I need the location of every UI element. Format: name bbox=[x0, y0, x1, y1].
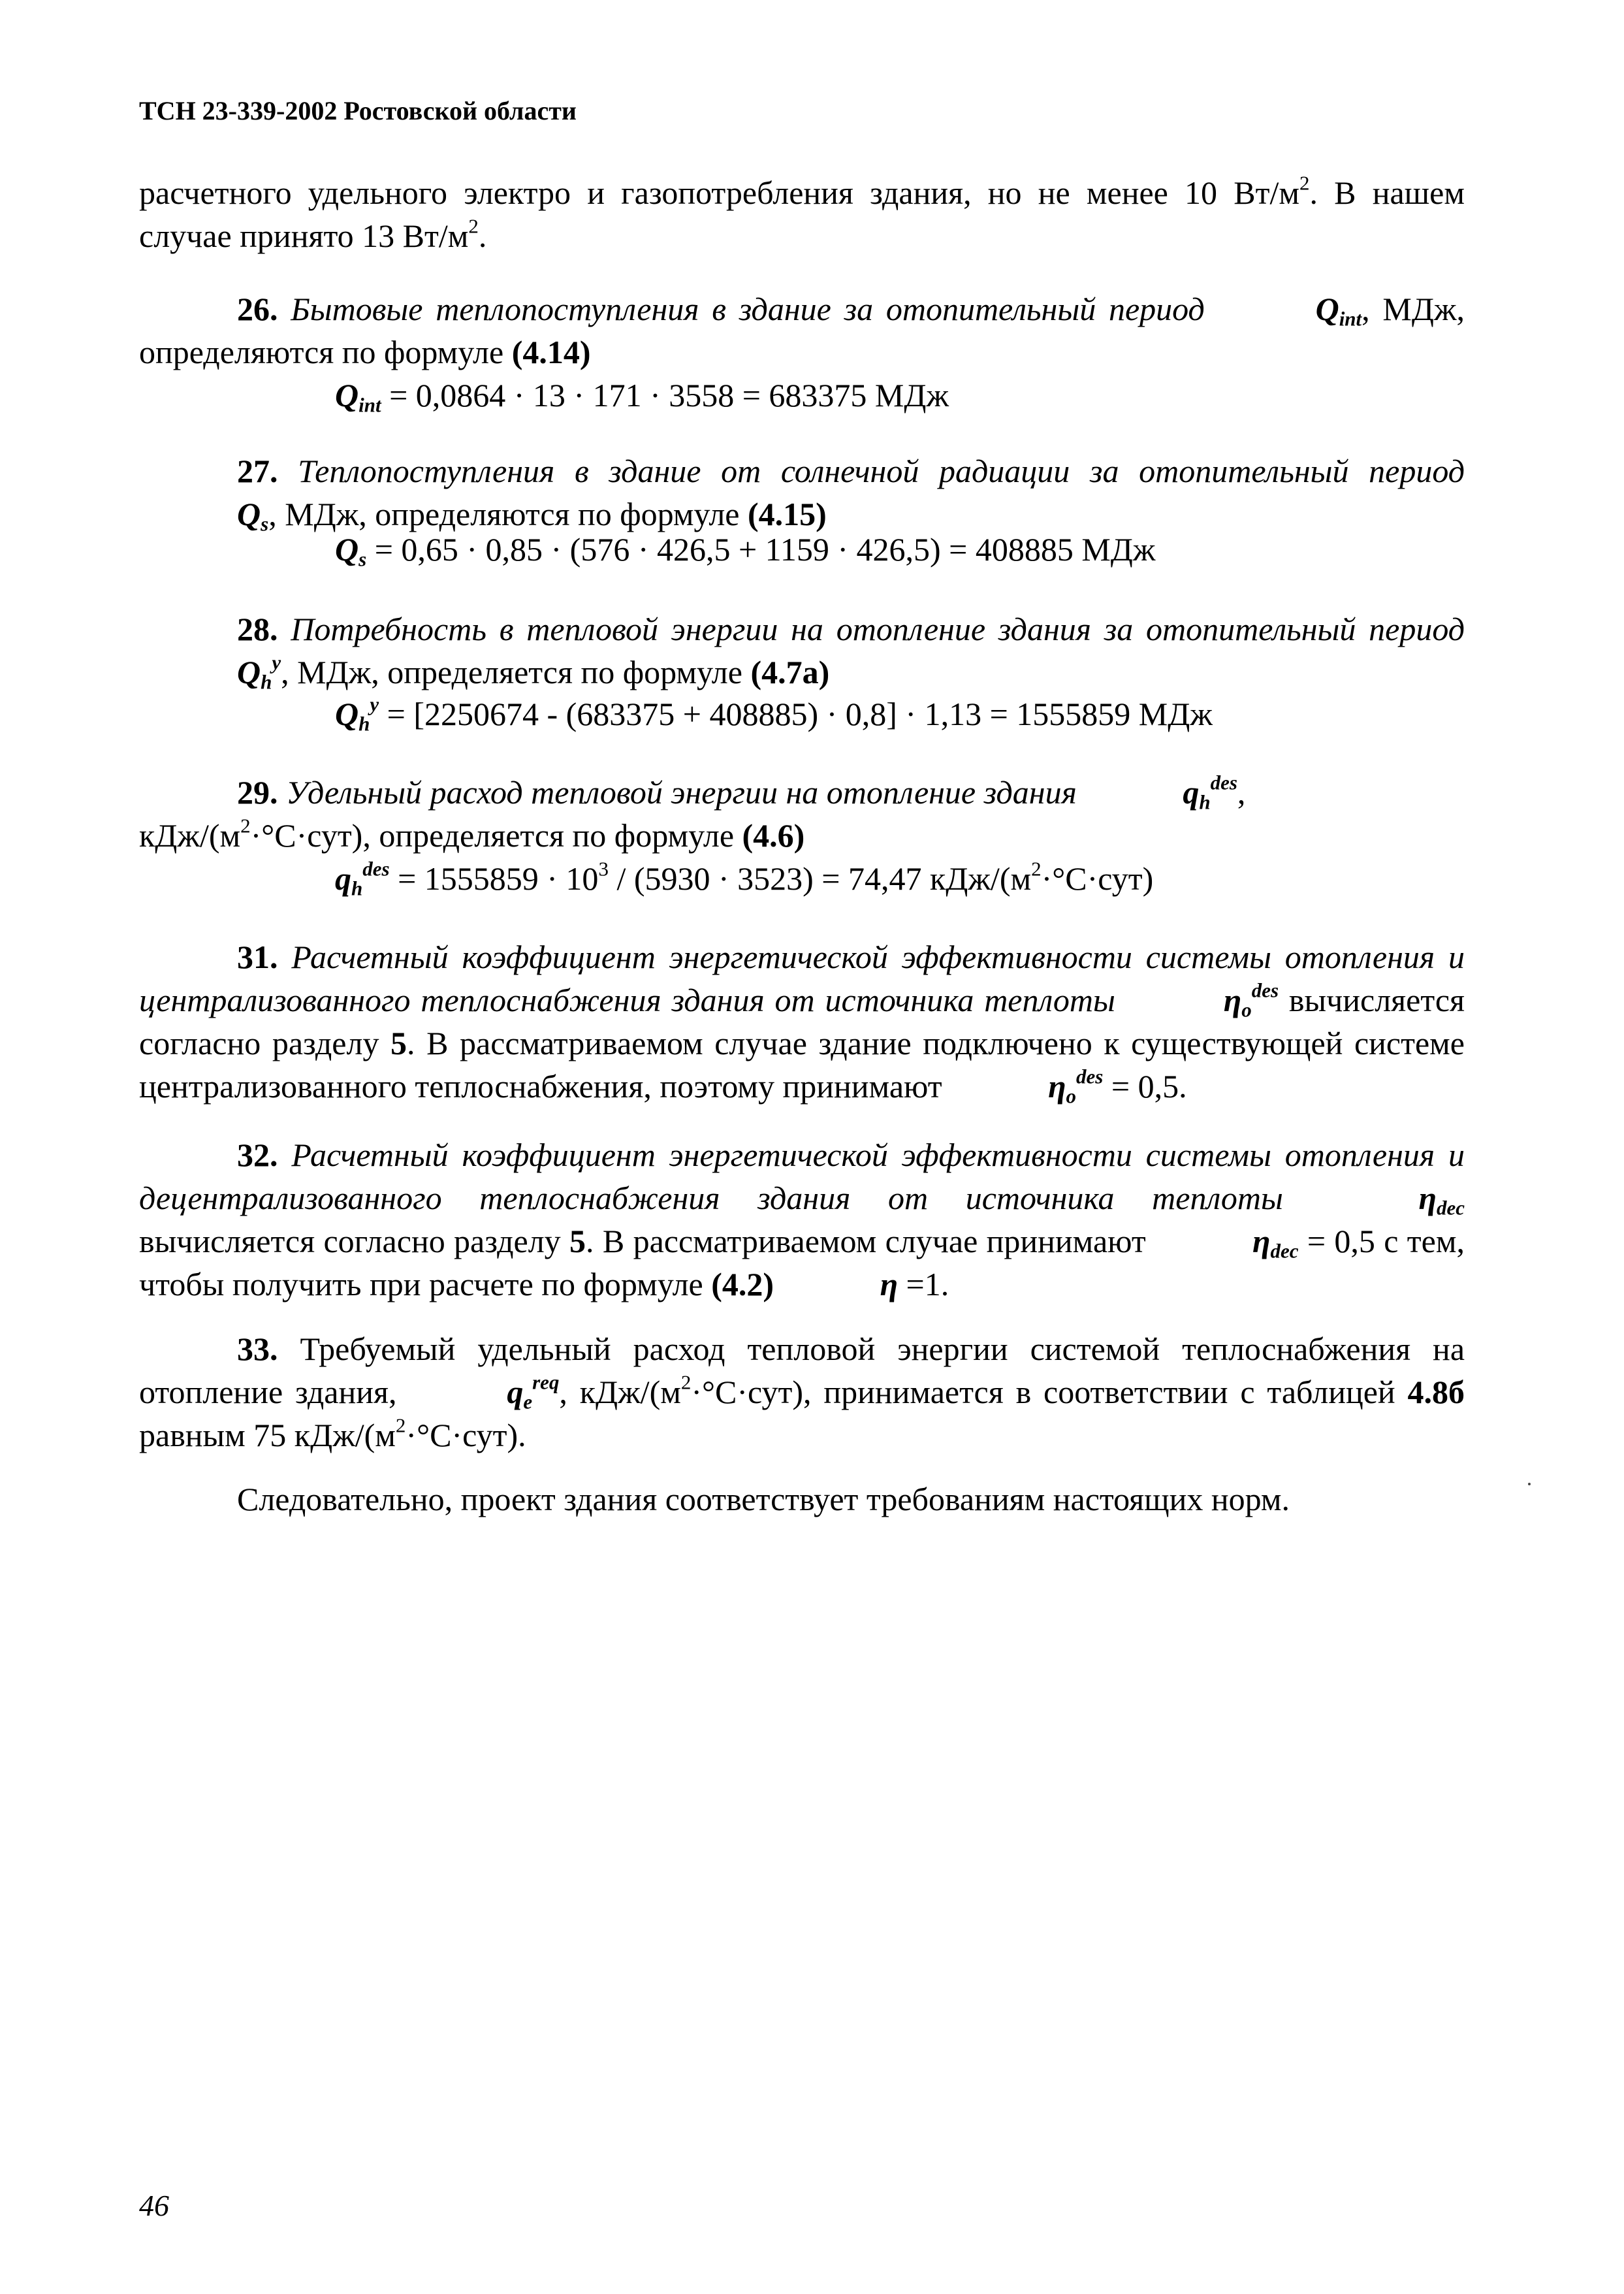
section-text: вычисляется согласно разделу bbox=[139, 982, 1465, 1061]
symbol-q-int: $Q_{int}$ bbox=[1315, 291, 1362, 331]
section-number: 27. bbox=[237, 453, 278, 489]
section-number: 33. bbox=[237, 1331, 278, 1367]
symbol-q-e-req: $q_e^{req}$ bbox=[507, 1370, 560, 1414]
section-number: 29. bbox=[237, 774, 278, 811]
intro-sup-2: 2 bbox=[468, 214, 479, 238]
section-text: МДж, определяются по формуле bbox=[285, 496, 740, 532]
section-title: Потребность в тепловой энергии на отопление здания за отопительный период bbox=[291, 611, 1465, 647]
page-number: 46 bbox=[139, 2189, 169, 2222]
section-title: Теплопоступления в здание от солнечной радиации за отопительный период bbox=[298, 453, 1465, 489]
intro-paragraph bbox=[139, 171, 1465, 257]
table-reference: 4.8б bbox=[1407, 1374, 1465, 1410]
formula-reference: (4.15) bbox=[748, 496, 827, 532]
formula-text: = [2250674 - (683375 + 408885) · 0,8] · 1,13 = 1555859 МДж bbox=[379, 696, 1213, 732]
section-33: 33. Требуемый удельный расход тепловой энергии системой теплоснабжения на отопление здания, $q_e^{req}$, кДж/$(м^2\cdot^\circ С\cdot сут)$, принимается в соответствии с таблицей 4.8б равным 75 кДж/$(м^2\cdot^\circ С\cdot сут)$. bbox=[139, 1331, 1465, 1453]
scan-speck bbox=[1528, 1483, 1531, 1485]
section-unit: , bbox=[268, 496, 277, 532]
symbol-q-s: $Q_s$ bbox=[237, 496, 269, 536]
section-title: Расчетный коэффициент энергетической эффективности системы отопления и децентрализованного теплоснабжения здания от источника теплоты bbox=[139, 1137, 1465, 1216]
formula-29: $q_h^{des} = 1555859 \cdot 10^3 / (5930 \cdot 3523) = 74,47$ кДж/$(м^2\cdot^\circ С\cdot сут)$ bbox=[335, 857, 1154, 900]
formula-reference: (4.7а) bbox=[750, 654, 830, 690]
symbol-eta-dec: $\eta_{dec}$ bbox=[1418, 1180, 1465, 1220]
intro-sup: 2 bbox=[1299, 171, 1310, 195]
formula-28: $Q_h^y = [2250674 - (683375 + 408885) \cdot 0,8] \cdot 1,13 = 1555859$ МДж bbox=[335, 692, 1213, 735]
section-text: определяется по формуле bbox=[379, 817, 735, 854]
section-number: 26. bbox=[237, 291, 278, 327]
section-27 bbox=[139, 449, 1465, 536]
section-unit: , МДж, bbox=[1361, 291, 1465, 327]
formula-reference: (4.2) bbox=[711, 1266, 774, 1302]
symbol-q-h-des: $q_h^{des}$ bbox=[1183, 771, 1237, 814]
document-header: ТСН 23-339-2002 Ростовской области bbox=[139, 96, 577, 125]
section-reference: 5 bbox=[390, 1025, 407, 1061]
section-32: 32. Расчетный коэффициент энергетической эффективности системы отопления и децентрализованного теплоснабжения здания от источника теплоты $\eta_{dec}$ вычисляется согласно разделу 5. В рассматриваемом случае принимают $\eta_{dec} = 0,5$ с тем, чтобы получить при расчете по формуле (4.2) η =1. bbox=[139, 1137, 1465, 1302]
formula-27: $Q_s = 0,65 \cdot 0,85 \cdot (576 \cdot 426,5 + 1159 \cdot 426,5) = 408885$ МДж bbox=[335, 531, 1156, 571]
section-31: 31. Расчетный коэффициент энергетической эффективности системы отопления и централизованного теплоснабжения здания от источника теплоты $\eta_o^{des}$ вычисляется согласно разделу 5. В рассматриваемом случае здание подключено к существующей системе централизованного теплоснабжения, поэтому принимают $\eta_o^{des} = 0,5$. bbox=[139, 939, 1465, 1108]
section-28 bbox=[139, 607, 1465, 694]
formula-text: = 0,0864 · 13 · 171 · 3558 = 683375 МДж bbox=[381, 377, 949, 413]
section-reference: 5 bbox=[569, 1223, 586, 1259]
section-number: 31. bbox=[237, 939, 278, 975]
section-title: Бытовые теплопоступления в здание за отопительный период bbox=[291, 291, 1205, 327]
intro-text-2: . В нашем случае принято 13 Вт/м bbox=[139, 174, 1465, 254]
symbol-eta-o-des: $\eta_o^{des}$ bbox=[1223, 978, 1279, 1022]
formula-text: = 0,65 · 0,85 · (576 · 426,5 + 1159 · 426,5) = 408885 МДж bbox=[366, 531, 1156, 568]
formula-26: $Q_{int} = 0,0864 \cdot 13 \cdot 171 \cdot 3558 = 683375$ МДж bbox=[335, 377, 949, 417]
section-text: вычисляется согласно разделу bbox=[139, 1223, 570, 1259]
intro-text: расчетного удельного электро и газопотребления здания, но не менее 10 Вт/м bbox=[139, 174, 1299, 211]
conclusion: Следовательно, проект здания соответствует требованиям настоящих норм. bbox=[237, 1481, 1290, 1517]
section-unit: , кДж/(м bbox=[139, 774, 1246, 854]
formula-reference: (4.6) bbox=[742, 817, 805, 854]
section-26 bbox=[139, 287, 1465, 374]
intro-text-3: . bbox=[478, 218, 487, 254]
section-number: 28. bbox=[237, 611, 278, 647]
formula-text: = 1555859 · 10 bbox=[389, 860, 599, 897]
section-text: определяются по формуле bbox=[139, 334, 504, 370]
section-number: 32. bbox=[237, 1137, 278, 1173]
section-text: , МДж, определяется по формуле bbox=[281, 654, 742, 690]
symbol-q-h-y: $Q_h^y$ bbox=[237, 651, 281, 694]
section-29: 29. Удельный расход тепловой энергии на отопление здания $q_h^{des}$, кДж/$(м^2\cdot^\circ С\cdot сут)$, определяется по формуле (4.6) bbox=[139, 771, 1246, 854]
formula-reference: (4.14) bbox=[511, 334, 591, 370]
section-title: Удельный расход тепловой энергии на отопление здания bbox=[286, 774, 1077, 811]
section-title: Расчетный коэффициент энергетической эффективности системы отопления и централизованного теплоснабжения здания от источника теплоты bbox=[139, 939, 1465, 1018]
section-text: Требуемый удельный расход тепловой энергии системой теплоснабжения на отопление здания, bbox=[139, 1331, 1465, 1410]
